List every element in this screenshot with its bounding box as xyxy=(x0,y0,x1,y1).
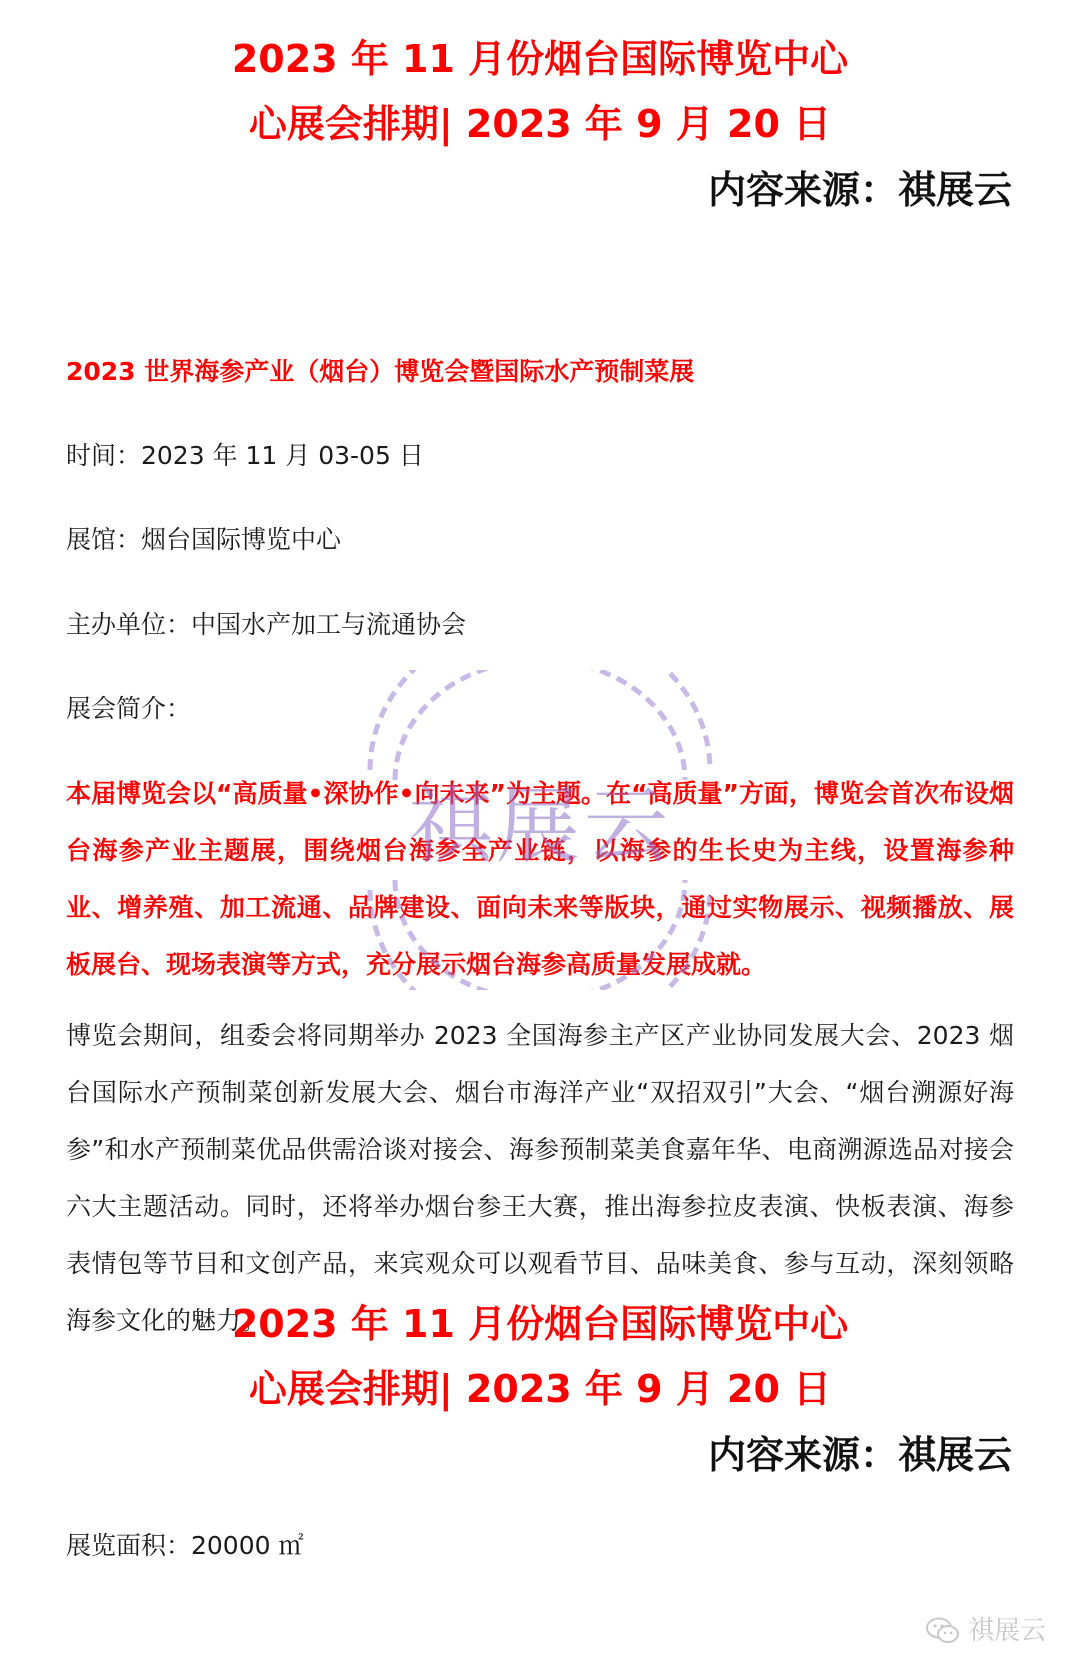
event-venue: 展馆：烟台国际博览中心 xyxy=(66,525,342,554)
page-title-line1: 2023 年 11 月份烟台国际博览中心 xyxy=(231,37,849,81)
event-time: 时间：2023 年 11 月 03-05 日 xyxy=(66,441,424,470)
exhibition-area: 展览面积：20000 ㎡ xyxy=(66,1531,304,1560)
repeat-title-line1: 2023 年 11 月份烟台国际博览中心 xyxy=(231,1302,849,1346)
intro-body-paragraph: 博览会期间，组委会将同期举办 2023 全国海参主产区产业协同发展大会、2023 烟台国际水产预制菜创新发展大会、烟台市海洋产业“双招双引”大会、“烟台溯源好海参”和水产预制菜优品供需洽谈对接会、海参预制菜美食嘉年华、电商溯源选品对接会六大主题活动。同时，还将举办烟台参王大赛，推出海参拉皮表演、快板表演、海参表情包等节目和文创产品，来宾观众可以观看节目、品味美食、参与互动，深刻领略海参文化的魅力。 xyxy=(66,1021,1014,1335)
intro-highlight-paragraph: 本届博览会以“高质量•深协作•向未来”为主题。在“高质量”方面，博览会首次布设烟台海参产业主题展，围绕烟台海参全产业链，以海参的生长史为主线，设置海参种业、增养殖、加工流通、品牌建设、面向未来等版块，通过实物展示、视频播放、展板展台、现场表演等方式，充分展示烟台海参高质量发展成就。 xyxy=(66,779,1014,979)
event-organizer: 主办单位：中国水产加工与流通协会 xyxy=(66,610,467,639)
repeat-content-source: 内容来源：祺展云 xyxy=(707,1433,1012,1477)
event-name: 2023 世界海参产业（烟台）博览会暨国际水产预制菜展 xyxy=(66,357,695,386)
watermark-text: 祺展云 xyxy=(407,777,672,875)
repeat-title-line2: 心展会排期| 2023 年 9 月 20 日 xyxy=(248,1367,832,1411)
content-source: 内容来源：祺展云 xyxy=(707,168,1012,212)
wechat-icon xyxy=(926,1617,960,1645)
intro-label: 展会简介： xyxy=(66,694,192,723)
wechat-badge xyxy=(926,1615,1046,1647)
page-title-line2: 心展会排期| 2023 年 9 月 20 日 xyxy=(248,102,832,146)
wechat-account-name: 祺展云 xyxy=(967,1616,1046,1646)
